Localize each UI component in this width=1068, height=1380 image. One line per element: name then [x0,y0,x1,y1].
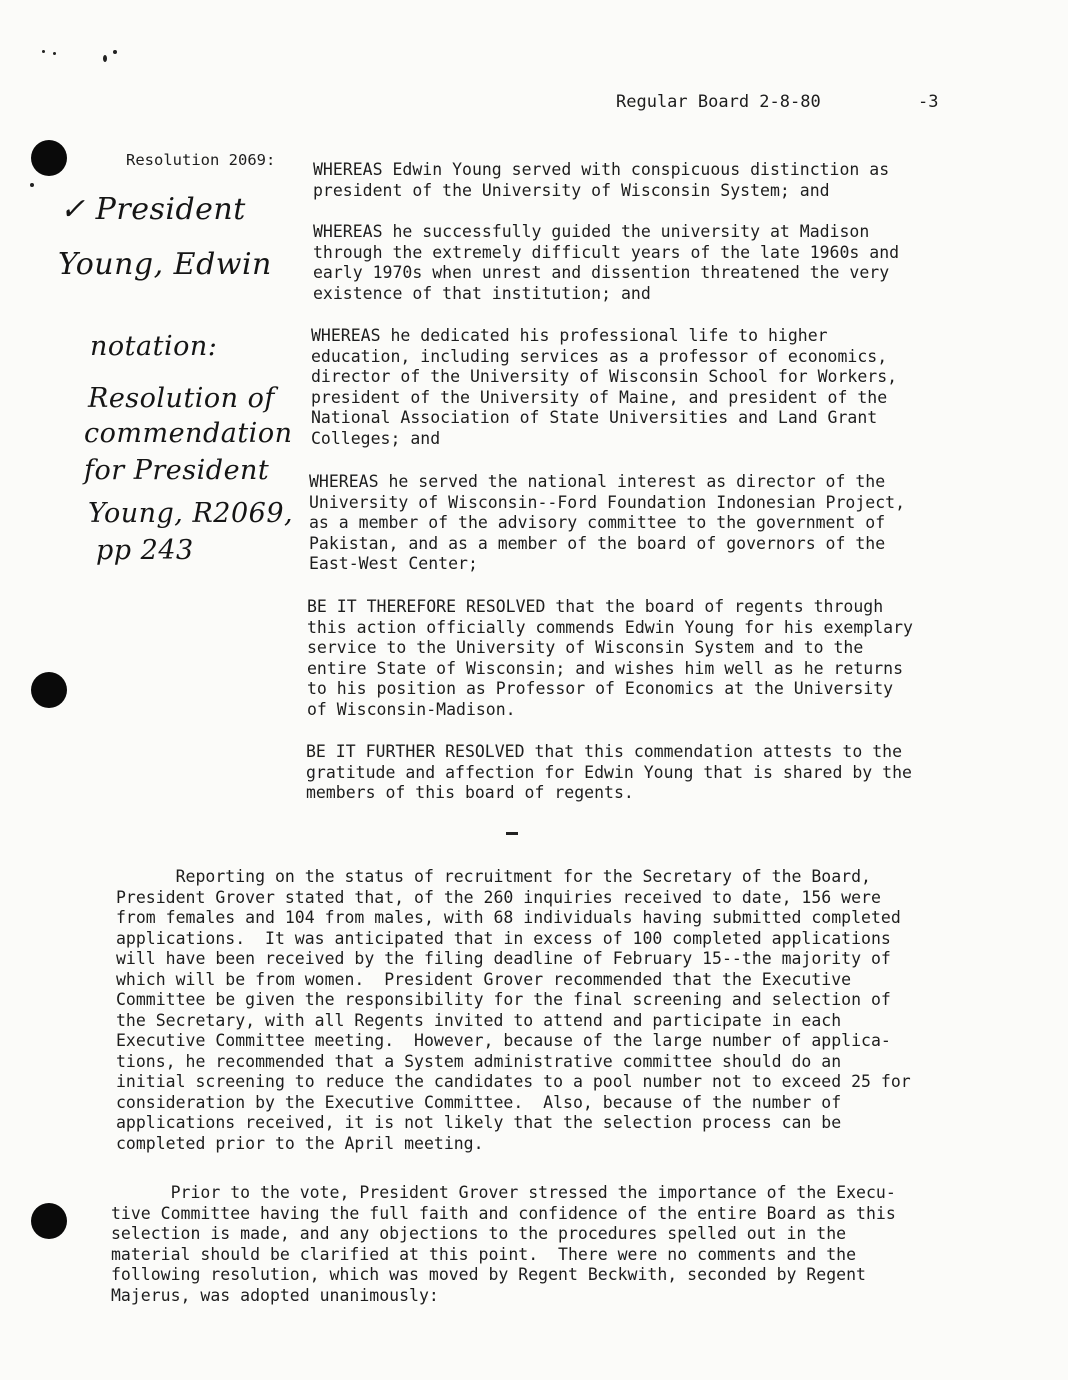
text-line: President Grover stated that, of the 260 inquiries received to date, 156 were [116,887,881,907]
text-line: members of this board of regents. [306,783,634,802]
text-line: education, including services as a professor of economics, [311,346,888,366]
handwritten-note: Young, Edwin [58,247,272,282]
text-line: Pakistan, and as a member of the board of governors of the [309,533,886,553]
scan-speck [103,55,107,62]
text-line: tions, he recommended that a System administrative committee should do an [116,1051,842,1071]
scan-speck [42,50,45,53]
text-line: this action officially commends Edwin Young for his exemplary [307,617,913,637]
scan-speck [53,52,56,55]
text-line: president of the University of Wisconsin System; and [313,180,830,200]
text-line: entire State of Wisconsin; and wishes him well as he returns [307,658,904,678]
resolution-paragraph [311,326,931,449]
text-line: from females and 104 from males, with 68 individuals having submitted completed [116,908,901,927]
handwritten-note: commendation [84,418,293,449]
text-line: material should be clarified at this point. There were no comments and the [111,1244,857,1264]
text-line: WHEREAS Edwin Young served with conspicuous distinction as [313,160,890,179]
text-line: gratitude and affection for Edwin Young that is shared by the [306,762,912,782]
body-paragraph [111,1183,943,1306]
text-line: as a member of the advisory committee to the government of [309,513,886,532]
text-line: early 1970s when unrest and dissention threatened the very [313,263,890,282]
text-line: National Association of State Universities and Land Grant [311,408,878,427]
resolution-paragraph [309,472,939,575]
text-line: selection is made, and any objections to the procedures spelled out in the [111,1224,847,1243]
text-line: applications. It was anticipated that in excess of 100 completed applications [116,928,891,948]
text-line: director of the University of Wisconsin School for Workers, [311,367,898,386]
text-line: consideration by the Executive Committee. Also, because of the number of [116,1092,842,1112]
scan-speck [113,50,117,54]
handwritten-note: Resolution of [88,383,275,414]
text-line: East-West Center; [309,554,478,573]
text-line: will have been received by the filing deadline of February 15--the majority of [116,949,891,968]
handwritten-note: for President [84,455,270,486]
scan-speck [30,183,34,187]
text-line: through the extremely difficult years of the late 1960s and [313,242,900,262]
text-line: tive Committee having the full faith and confidence of the entire Board as this [111,1203,896,1223]
page-number: -3 [918,92,939,112]
resolution-paragraph [313,222,933,304]
resolution-label: Resolution 2069: [126,151,276,169]
text-line: Colleges; and [311,428,441,448]
resolution-paragraph [313,160,923,201]
header-title: Regular Board 2-8-80 [616,92,821,112]
text-line: applications received, it is not likely that the selection process can be [116,1113,842,1132]
text-line: WHEREAS he dedicated his professional life to higher [311,326,828,345]
handwritten-note: Young, R2069, [88,498,294,529]
text-line: BE IT THEREFORE RESOLVED that the board of regents through [307,597,884,616]
resolution-paragraph [307,597,947,720]
text-line: WHEREAS he served the national interest as director of the [309,472,886,491]
text-line: Reporting on the status of recruitment for the Secretary of the Board, [116,867,871,886]
handwritten-note: notation: [90,331,218,362]
handwritten-note: pp 243 [96,535,194,566]
section-divider [506,832,518,835]
resolution-paragraph [306,742,946,804]
body-paragraph [116,867,948,1154]
text-line: the Secretary, with all Regents invited to attend and participate in each [116,1010,842,1030]
text-line: president of the University of Maine, and president of the [311,387,888,407]
text-line: University of Wisconsin--Ford Foundation Indonesian Project, [309,492,906,512]
text-line: of Wisconsin-Madison. [307,699,516,719]
text-line: service to the University of Wisconsin System and to the [307,638,864,657]
text-line: Committee be given the responsibility for the final screening and selection of [116,990,891,1009]
text-line: following resolution, which was moved by Regent Beckwith, seconded by Regent [111,1265,866,1284]
text-line: to his position as Professor of Economics at the University [307,679,894,698]
text-line: initial screening to reduce the candidates to a pool number not to exceed 25 for [116,1072,911,1091]
handwritten-note: ✓ President [60,192,246,227]
text-line: existence of that institution; and [313,283,651,303]
text-line: BE IT FURTHER RESOLVED that this commendation attests to the [306,742,903,761]
text-line: completed prior to the April meeting. [116,1133,484,1153]
text-line: Prior to the vote, President Grover stressed the importance of the Execu- [111,1183,896,1202]
binder-hole [31,1203,67,1239]
binder-hole [31,672,67,708]
text-line: WHEREAS he successfully guided the university at Madison [313,222,870,241]
text-line: Majerus, was adopted unanimously: [111,1285,439,1305]
binder-hole [31,140,67,176]
text-line: Executive Committee meeting. However, because of the large number of applica- [116,1031,891,1050]
text-line: which will be from women. President Grover recommended that the Executive [116,969,852,989]
